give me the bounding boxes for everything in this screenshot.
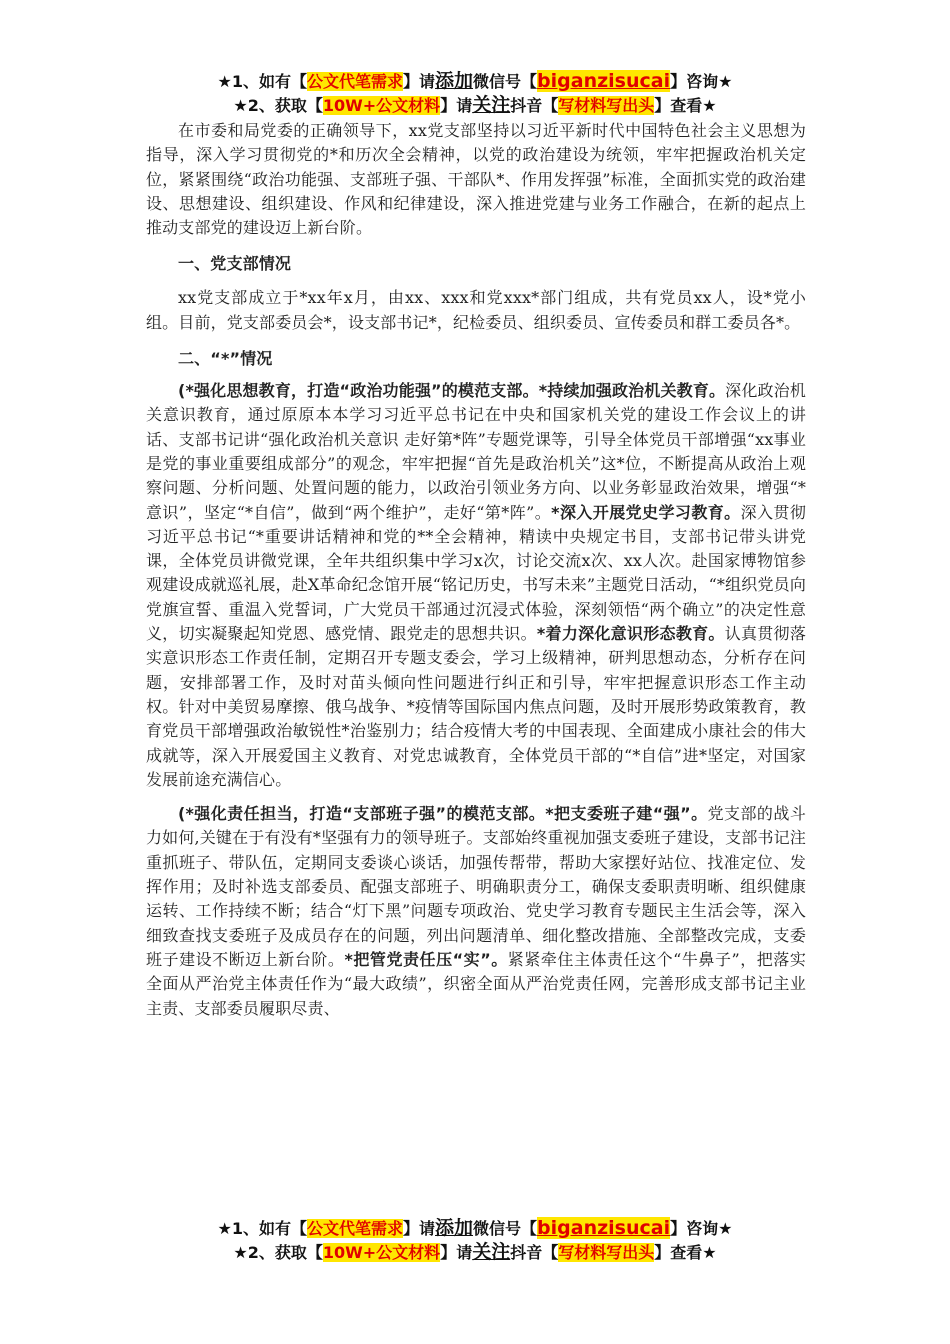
- bold-lead: *把管党责任压“实”。: [344, 949, 508, 969]
- intro-paragraph: 在市委和局党委的正确领导下，xx党支部坚持以习近平新时代中国特色社会主义思想为指导，深入学习贯彻党的*和历次全会精神，以党的政治建设为统领，牢牢把握政治机关定位，紧紧围绕“政治功能强、支部班子强、干部队*、作用发挥强”标准，全面抓实党的政治建设、思想建设、组织建设、作风和纪律建设，深入推进党建与业务工作融合，在新的起点上推动支部党的建设迈上新台阶。: [146, 121, 806, 238]
- promo-wechat-id: biganzisucai: [537, 70, 671, 92]
- promo-highlight: 公文代笔需求: [306, 72, 403, 91]
- promo-wechat-id: biganzisucai: [537, 1217, 671, 1239]
- bold-lead: *着力深化意识形态教育。: [536, 624, 725, 644]
- bold-lead: (*强化思想教育，打造“政治功能强”的模范支部。*持续加强政治机关教育。: [178, 381, 726, 401]
- promo-line-1: ★1、如有【公文代笔需求】请添加微信号【biganzisucai】咨询★: [217, 70, 733, 92]
- section-1-title: 一、党支部情况: [178, 254, 292, 274]
- promo-highlight: 10W+公文材料: [322, 1243, 441, 1262]
- bold-lead: (*强化责任担当，打造“支部班子强”的模范支部。*把支委班子建“强”。: [178, 804, 708, 824]
- promo-highlight: 公文代笔需求: [306, 1219, 403, 1238]
- section-2-paragraph-1: (*强化思想教育，打造“政治功能强”的模范支部。*持续加强政治机关教育。深化政治机关意识教育，通过原原本本学习习近平总书记在中央和国家机关党的建设工作会议上的讲话、支部书记讲“强化政治机关意识 走好第*阵”专题党课等，引导全体党员干部增强“xx事业是党的事业重要组成部分”的观念，牢牢把握“首先是政治机关”这*位，不断提高从政治上观察问题、分析问题、处置问题的能力，以政治引领业务方向、以业务彰显政治效果，增强“*意识”，坚定“*自信”，做到“两个维护”，走好“第*阵”。*深入开展党史学习教育。深入贯彻习近平总书记“*重要讲话精神和党的**全会精神，精读中央规定书目，支部书记带头讲党课，全体党员讲微党课，全年共组织集中学习x次，讨论交流x次、xx人次。赴国家博物馆参观建设成就巡礼展，赴X革命纪念馆开展“铭记历史，书写未来”主题党日活动，“*组织党员向党旗宣誓、重温入党誓词，广大党员干部通过沉浸式体验，深刻领悟“两个确立”的决定性意义，切实凝聚起知党恩、感党情、跟党走的思想共识。*着力深化意识形态教育。认真贯彻落实意识形态工作责任制，定期召开专题支委会，学习上级精神，研判思想动态，分析存在问题，安排部署工作，及时对苗头倾向性问题进行纠正和引导，牢牢把握意识形态工作主动权。针对中美贸易摩擦、俄乌战争、*疫情等国际国内焦点问题，及时开展形势政策教育，教育党员干部增强政治敏锐性*治鉴别力；结合疫情大考的中国表现、全面建成小康社会的伟大成就等，深入开展爱国主义教育、对党忠诚教育，全体党员干部的“*自信”进*坚定，对国家发展前途充满信心。: [146, 381, 807, 789]
- document-body: [146, 119, 806, 1021]
- promo-line-2-footer: ★2、获取【10W+公文材料】请关注抖音【写材料写出头】查看★: [233, 1241, 717, 1263]
- promo-douyin-id: 写材料写出头: [558, 1243, 655, 1262]
- section-1-body: xx党支部成立于*xx年x月，由xx、xxx和党xxx*部门组成，共有党员xx人，设*党小组。目前，党支部委员会*，设支部书记*，纪检委员、组织委员、宣传委员和群工委员各*。: [146, 288, 806, 332]
- promo-line-1-footer: ★1、如有【公文代笔需求】请添加微信号【biganzisucai】咨询★: [217, 1217, 733, 1239]
- promo-highlight: 10W+公文材料: [322, 96, 441, 115]
- section-2-paragraph-2: (*强化责任担当，打造“支部班子强”的模范支部。*把支委班子建“强”。党支部的战斗力如何,关键在于有没有*坚强有力的领导班子。支部始终重视加强支委班子建设，支部书记注重抓班子、带队伍，定期同支委谈心谈话，加强传帮带，帮助大家摆好站位、找准定位、发挥作用；及时补选支部委员、配强支部班子、明确职责分工，确保支委职责明晰、组织健康运转、工作持续不断；结合“灯下黑”问题专项政治、党史学习教育专题民主生活会等，深入细致查找支委班子及成员存在的问题，列出问题清单、细化整改措施、全部整改完成，支委班子建设不断迈上新台阶。*把管党责任压“实”。紧紧牵住主体责任这个“牛鼻子”，把落实全面从严治党主体责任作为“最大政绩”，织密全面从严治党责任网，完善形成支部书记主业主责、支部委员履职尽责、: [146, 804, 806, 1018]
- promo-line-2: ★2、获取【10W+公文材料】请关注抖音【写材料写出头】查看★: [233, 94, 717, 116]
- section-2-title: 二、“*”情况: [178, 349, 273, 369]
- promo-douyin-id: 写材料写出头: [558, 96, 655, 115]
- bold-lead: *深入开展党史学习教育。: [551, 502, 741, 522]
